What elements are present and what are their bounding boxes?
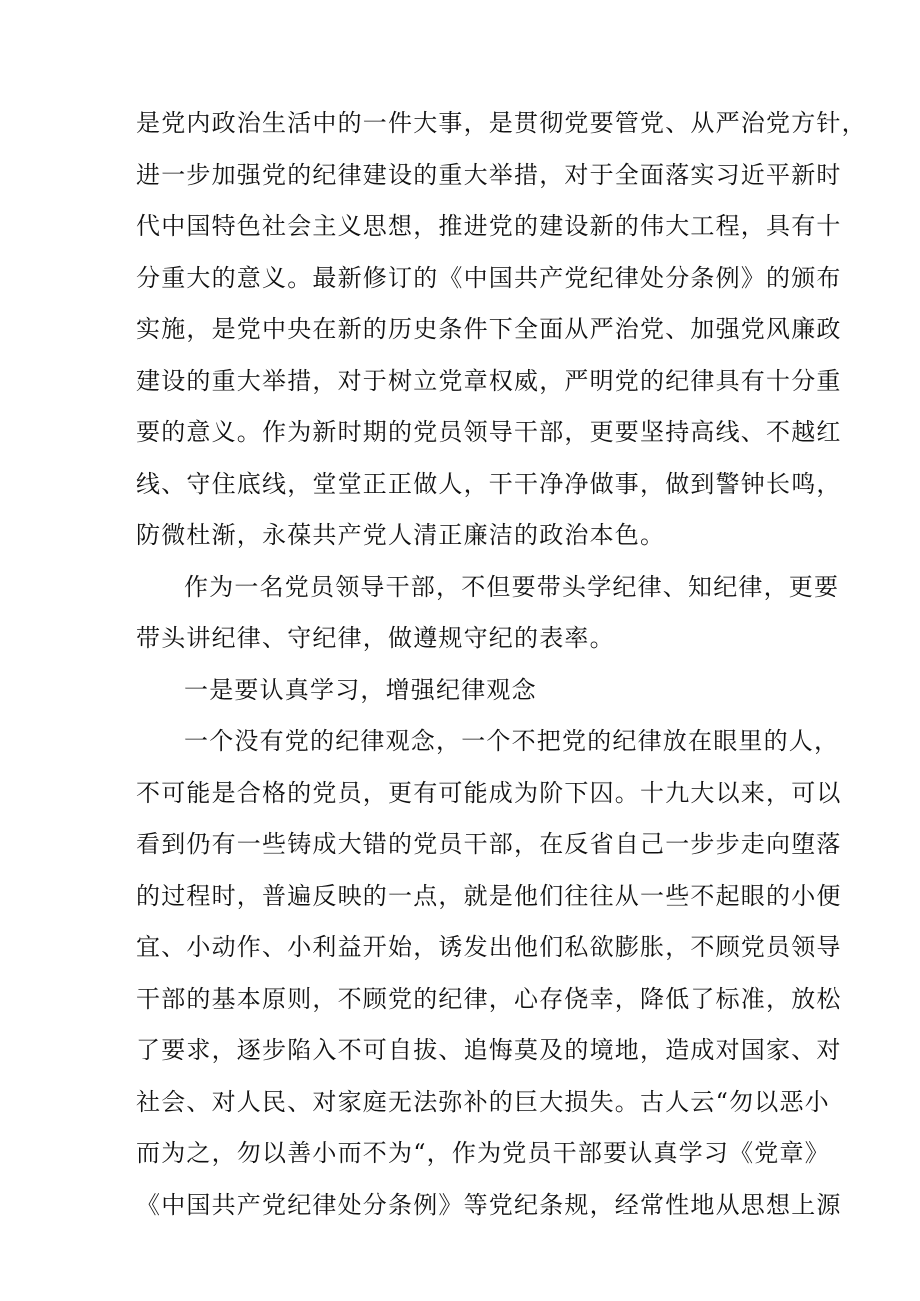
text-line: 是党内政治生活中的一件大事，是贯彻党要管党、从严治党方针，: [136, 109, 867, 137]
text-line: 代中国特色社会主义思想，推进党的建设新的伟大工程，具有十: [136, 212, 842, 240]
text-line: 了要求，逐步陷入不可自拔、追悔莫及的境地，造成对国家、对: [136, 1036, 842, 1064]
text-line: 的过程时，普遍反映的一点，就是他们往往从一些不起眼的小便: [136, 881, 842, 910]
text-line: 干部的基本原则，不顾党的纪律，心存侥幸，降低了标准，放松: [136, 984, 842, 1013]
text-line: 建设的重大举措，对于树立党章权威，严明党的纪律具有十分重: [136, 366, 842, 395]
text-line: 看到仍有一些铸成大错的党员干部，在反省自己一步步走向堕落: [136, 830, 842, 858]
text-line: 宜、小动作、小利益开始，诱发出他们私欲膨胀，不顾党员领导: [136, 933, 842, 961]
text-line: 防微杜渐，永葆共产党人清正廉洁的政治本色。: [136, 521, 666, 549]
text-line: 而为之，勿以善小而不为“，作为党员干部要认真学习《党章》: [136, 1139, 830, 1167]
text-line-indented: 一个没有党的纪律观念，一个不把党的纪律放在眼里的人，: [184, 727, 840, 755]
text-line: 带头讲纪律、守纪律，做遵规守纪的表率。: [136, 624, 615, 652]
text-line: 分重大的意义。最新修订的《中国共产党纪律处分条例》的颁布: [136, 263, 842, 292]
text-line-indented: 作为一名党员领导干部，不但要带头学纪律、知纪律，更要: [184, 572, 840, 601]
text-line: 要的意义。作为新时期的党员领导干部，更要坚持高线、不越红: [136, 418, 842, 446]
text-line: 《中国共产党纪律处分条例》等党纪条规，经常性地从思想上源: [136, 1190, 842, 1219]
document-body: [136, 98, 867, 1231]
text-line: 实施，是党中央在新的历史条件下全面从严治党、加强党风廉政: [136, 315, 842, 343]
text-line: 社会、对人民、对家庭无法弥补的巨大损失。古人云“勿以恶小: [136, 1087, 830, 1116]
text-line: 不可能是合格的党员，更有可能成为阶下囚。十九大以来，可以: [136, 778, 842, 807]
section-heading: 一是要认真学习，增强纪律观念: [184, 675, 537, 704]
text-line: 线、守住底线，堂堂正正做人，干干净净做事，做到警钟长鸣，: [136, 469, 842, 498]
text-line: 进一步加强党的纪律建设的重大举措，对于全面落实习近平新时: [136, 160, 842, 189]
